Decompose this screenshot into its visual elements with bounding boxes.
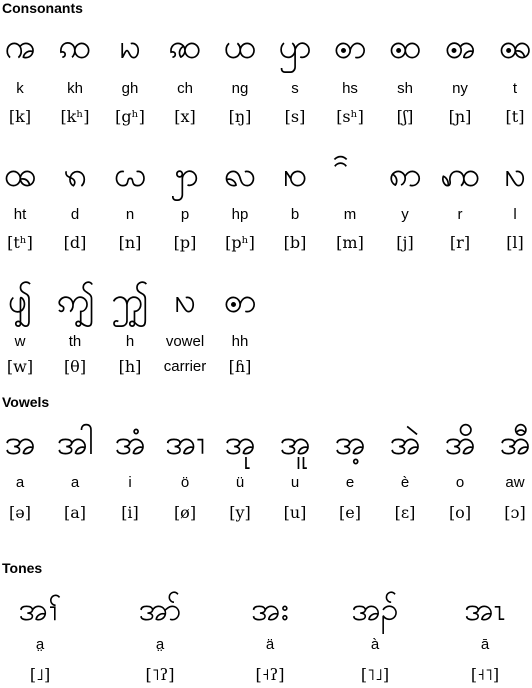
tone-romanization: a̤ [155,636,165,653]
consonant-ipa: [tʰ] [7,233,33,252]
consonant-romanization: ny [452,80,468,97]
consonant-glyph: ꩨ [444,27,476,67]
consonant-romanization: d [70,206,80,223]
consonant-cell [210,281,270,376]
tone-glyph: အၤ [464,590,506,628]
vowel-romanization: i [128,474,132,491]
consonant-ipa: [l] [506,233,524,252]
vowel-cell [0,423,50,522]
consonant-glyph: ꩱ [388,155,422,195]
consonant-ipa: [sʰ] [336,107,364,126]
consonant-cell [45,155,105,252]
consonant-ipa: [w] [6,357,34,376]
consonant-ipa: [kʰ] [60,107,90,126]
consonant-glyph: ꩭ [171,155,199,195]
tone-cell [130,590,190,684]
vowel-glyph: အု [224,423,256,463]
consonant-glyph [320,156,380,194]
consonant-glyph: ꩧ [388,27,422,67]
consonant-ipa: [h] [118,357,142,376]
consonant-romanization: hs [342,80,358,97]
consonant-romanization: gh [121,80,139,97]
vowel-cell [375,423,435,522]
vowel-glyph: အံ [114,423,146,463]
vowel-romanization: aw [505,474,525,491]
consonant-romanization: l [513,206,517,223]
consonant-ipa: [ɦ] [228,357,252,376]
consonant-cell [0,27,50,126]
vowel-ipa: [ə] [9,503,31,522]
consonant-glyph: ꩳ [174,281,196,321]
tone-cell [10,590,70,684]
consonant-glyph: ꩬ [113,155,147,195]
vowels-heading: Vowels [2,394,50,410]
consonant-cell [265,27,325,126]
consonant-glyph: ꩴ [7,281,33,321]
consonant-cell [100,281,160,376]
vowel-romanization: u [290,474,300,491]
vowel-cell [485,423,532,522]
consonant-romanization: t [512,80,518,97]
consonant-cell [45,281,105,376]
consonant-ipa: [m] [336,233,364,252]
tone-cell [345,590,405,684]
vowel-cell [430,423,490,522]
consonant-cell [430,27,490,126]
vowel-cell [100,423,160,522]
consonant-ipa: [t] [505,107,525,126]
consonant-cell [155,27,215,126]
consonant-glyph: ꩡ [58,27,92,67]
consonant-romanization: ht [13,206,27,223]
consonant-romanization: ch [177,80,193,97]
consonant-cell [45,27,105,126]
vowel-ipa: [o] [448,503,472,522]
consonant-romanization: p [180,206,190,223]
consonant-cell [375,27,435,126]
consonants-heading: Consonants [2,0,83,16]
vowel-glyph: အါ [56,423,94,463]
consonant-cell [0,281,50,376]
consonant-ipa: [j] [396,233,414,252]
tone-ipa: [˧˥] [470,665,500,684]
vowel-ipa: [y] [229,503,251,522]
consonant-cell [485,27,532,126]
tone-ipa: [˥˩] [360,665,390,684]
consonant-ipa: [n] [118,233,142,252]
vowel-ipa: [a] [63,503,87,522]
tone-cell [455,590,515,684]
consonant-ipa: [gʰ] [115,107,145,126]
vowel-ipa: [e] [339,503,361,522]
consonant-glyph: ꩥ [278,27,312,67]
consonant-glyph: ꩤ [223,27,257,67]
consonant-cell [210,27,270,126]
consonant-ipa: [ʃ] [396,107,414,126]
consonant-romanization: s [291,80,299,97]
vowel-romanization: ü [235,474,245,491]
consonant-glyph: ꩲ [439,155,481,195]
tone-glyph: အၢ် [18,590,62,628]
tone-ipa: [˥ʔ] [145,665,175,684]
vowel-romanization: ö [180,474,190,491]
consonant-glyph: ꩪ [3,155,37,195]
consonant-glyph: ꩠ [4,27,36,67]
consonant-cell [375,155,435,252]
consonant-ipa: [p] [173,233,197,252]
consonant-ipa: carrier [163,358,207,375]
vowel-glyph: အ့ [334,423,366,463]
consonant-ipa: [b] [283,233,307,252]
consonant-romanization: h [125,333,135,350]
consonant-romanization: k [16,80,24,97]
consonant-glyph: ꩦ [223,281,257,321]
vowel-glyph: အဲ [389,423,421,463]
consonant-cell [100,27,160,126]
consonant-cell [485,155,532,252]
consonant-ipa: [s] [284,107,306,126]
consonant-cell [0,155,50,252]
vowel-ipa: [ɛ] [394,503,416,522]
consonant-glyph: ꩯ [282,155,308,195]
consonant-glyph: ꩵ [56,281,94,321]
consonant-ipa: [pʰ] [225,233,255,252]
tones-heading: Tones [2,560,43,576]
vowel-glyph: အၢ [164,423,206,463]
consonant-cell [265,155,325,252]
consonant-glyph: ꩮ [224,155,256,195]
consonant-romanization: m [343,206,357,223]
consonant-glyph: ꩶ [111,281,149,321]
consonant-romanization: ng [231,80,249,97]
consonant-glyph: ꩦ [333,27,367,67]
vowel-glyph: အ [4,423,36,463]
consonant-ipa: [ŋ] [228,107,252,126]
tone-ipa: [˧ʔ] [255,665,285,684]
consonant-romanization: kh [67,80,83,97]
consonant-cell [320,156,380,252]
tone-glyph: အၣ် [351,590,399,628]
consonant-cell [100,155,160,252]
tone-romanization: ä [265,636,275,653]
tone-romanization: à [370,636,380,653]
tone-romanization: ā [480,636,490,653]
consonant-glyph: ꩩ [498,27,532,67]
vowel-romanization: a [15,474,25,491]
consonant-ipa: [r] [449,233,471,252]
consonant-ipa: [d] [63,233,87,252]
consonant-romanization: r [457,206,463,223]
consonant-cell [210,155,270,252]
consonant-romanization: y [401,206,409,223]
consonant-romanization: n [125,206,135,223]
consonant-cell [155,281,215,375]
consonant-glyph: ꩢ [119,27,141,67]
consonant-ipa: [x] [174,107,196,126]
vowel-ipa: [i] [121,503,139,522]
vowel-romanization: o [455,474,465,491]
tone-ipa: [˩] [29,665,51,684]
consonant-romanization: hp [231,206,249,223]
vowel-cell [210,423,270,522]
vowel-romanization: e [345,474,355,491]
consonant-cell [430,155,490,252]
vowel-romanization: a [70,474,80,491]
consonant-cell [320,27,380,126]
consonant-romanization: th [68,333,82,350]
consonant-romanization: sh [397,80,413,97]
vowel-cell [265,423,325,522]
tone-glyph: အး [251,590,289,628]
consonant-ipa: [k] [8,107,32,126]
consonant-glyph: ꩳ [504,155,526,195]
tone-glyph: အာ် [138,590,182,628]
vowel-glyph: အိ [444,423,476,463]
vowel-glyph: အူ [279,423,311,463]
vowel-ipa: [u] [283,503,307,522]
vowel-cell [155,423,215,522]
consonant-romanization: b [290,206,300,223]
vowel-ipa: [ɔ] [504,503,526,522]
tone-cell [240,590,300,684]
consonant-glyph: ꩫ [63,155,87,195]
consonant-romanization: w [14,333,26,350]
vowel-romanization: è [400,474,410,491]
vowel-ipa: [ø] [173,503,197,522]
vowel-glyph: အီ [499,423,531,463]
consonant-romanization: vowel [165,333,205,350]
consonant-glyph: ꩣ [168,27,202,67]
tone-romanization: a̤ [35,636,45,653]
consonant-ipa: [θ] [63,357,87,376]
consonant-ipa: [ɲ] [448,107,472,126]
consonant-romanization: hh [231,333,249,350]
consonant-cell [155,155,215,252]
vowel-cell [45,423,105,522]
vowel-cell [320,423,380,522]
